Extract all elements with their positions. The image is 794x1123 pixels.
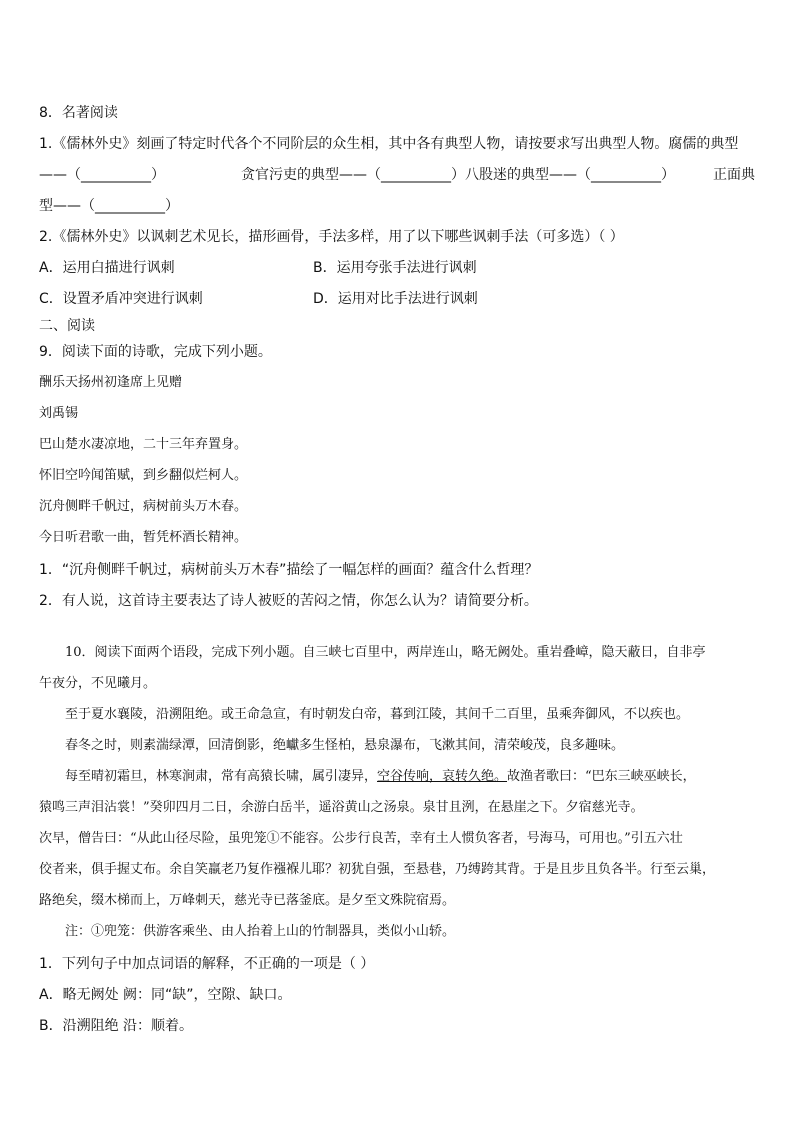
q10-sub1: 1．下列句子中加点词语的解释，不正确的一项是（ ） — [39, 956, 375, 972]
poem-line: 怀旧空吟闻笛赋，到乡翻似烂柯人。 — [39, 468, 248, 483]
q8-sub1-line1: 1.《儒林外史》刻画了特定时代各个不同阶层的众生相，其中各有典型人物，请按要求写出典型人物。腐儒的典型 — [39, 136, 739, 152]
q10-paragraph-3: 春冬之时，则素湍绿潭，回清倒影，绝巘多生怪柏，悬泉瀑布，飞漱其间，清荣峻茂，良多趣味。 — [65, 738, 625, 753]
q9-sub2: 2．有人说，这首诗主要表达了诗人被贬的苦闷之情，你怎么认为？请简要分析。 — [39, 593, 538, 609]
q8-heading: 8．名著阅读 — [39, 105, 118, 121]
answer-blanks-officials-exam[interactable]: 贪官污吏的典型——（__________）八股迷的典型——（__________） — [241, 167, 675, 183]
q10-paragraph-4-line1 — [65, 767, 696, 787]
q9-intro: 9．阅读下面的诗歌，完成下列小题。 — [39, 344, 272, 360]
q10-option-b[interactable]: B．沿溯阻绝 沿：顺着。 — [39, 1018, 194, 1034]
answer-blank-positive[interactable]: 型——（__________） — [39, 198, 179, 214]
q10-paragraph-4-line2: 猿鸣三声泪沾裳！”癸卯四月二日，余游白岳半，遥浴黄山之汤泉。泉甘且洌，在悬崖之下。夕宿慈光寺。 — [39, 800, 644, 815]
poem-title: 酬乐天扬州初逢席上见赠 — [39, 375, 183, 390]
q10-paragraph-5-line3: 路绝矣，缀木梯而上，万峰刺天，慈光寺已落釜底。是夕至文殊院宿焉。 — [39, 893, 456, 908]
option-a[interactable]: A．运用白描进行讽刺 — [39, 260, 175, 276]
q10-paragraph-5-line1: 次早，僧告曰：“从此山径尽险，虽兜笼①不能容。公步行良苦，幸有土人惯负客者，号海马，可用也。”引五六壮 — [39, 831, 683, 846]
q8-sub2: 2.《儒林外史》以讽刺艺术见长，描形画骨，手法多样，用了以下哪些讽刺手法（可多选）（ ） — [39, 229, 624, 245]
option-c[interactable]: C．设置矛盾冲突进行讽刺 — [39, 291, 203, 307]
q10-intro-line2: 午夜分，不见曦月。 — [39, 676, 157, 691]
poem-line: 沉舟侧畔千帆过，病树前头万木春。 — [39, 499, 248, 514]
section-heading-reading: 二、阅读 — [39, 318, 95, 334]
answer-blank-pedant[interactable]: ——（__________） — [39, 167, 165, 183]
q10-intro-line1: 10．阅读下面两个语段，完成下列小题。自三峡七百里中，两岸连山，略无阙处。重岩叠嶂，隐天蔽日，自非亭 — [65, 645, 706, 660]
underlined-sentence: 空谷传响，哀转久绝。 — [377, 769, 508, 784]
option-d[interactable]: D．运用对比手法进行讽刺 — [313, 291, 478, 307]
q8-line2-tail: 正面典 — [713, 167, 755, 183]
option-b[interactable]: B．运用夸张手法进行讽刺 — [313, 260, 477, 276]
q9-sub1: 1．“沉舟侧畔千帆过，病树前头万木春”描绘了一幅怎样的画面？蕴含什么哲理？ — [39, 562, 539, 578]
p4-part-b: 故渔者歌曰：“巴东三峡巫峡长， — [507, 769, 696, 784]
q10-paragraph-5-line2: 佼者来，俱手握丈布。余自笑羸老乃复作襁褓儿耶？初犹自强，至悬巷，乃缚跨其背。于是且步且负各半。行至云巢， — [39, 862, 716, 877]
poem-author: 刘禹锡 — [39, 406, 79, 421]
q10-option-a[interactable]: A．略无阙处 阙：同“缺”，空隙、缺口。 — [39, 987, 292, 1003]
p4-part-a: 每至晴初霜旦，林寒涧肃，常有高猿长啸，属引凄异， — [65, 769, 378, 784]
footnote: 注：①兜笼：供游客乘坐、由人抬着上山的竹制器具，类似小山轿。 — [65, 924, 456, 939]
q10-paragraph-2: 至于夏水襄陵，沿溯阻绝。或王命急宣，有时朝发白帝，暮到江陵，其间千二百里，虽乘奔御风，不以疾也。 — [65, 707, 690, 722]
poem-line: 巴山楚水凄凉地，二十三年弃置身。 — [39, 437, 248, 452]
poem-line: 今日听君歌一曲，暂凭杯酒长精神。 — [39, 530, 248, 545]
